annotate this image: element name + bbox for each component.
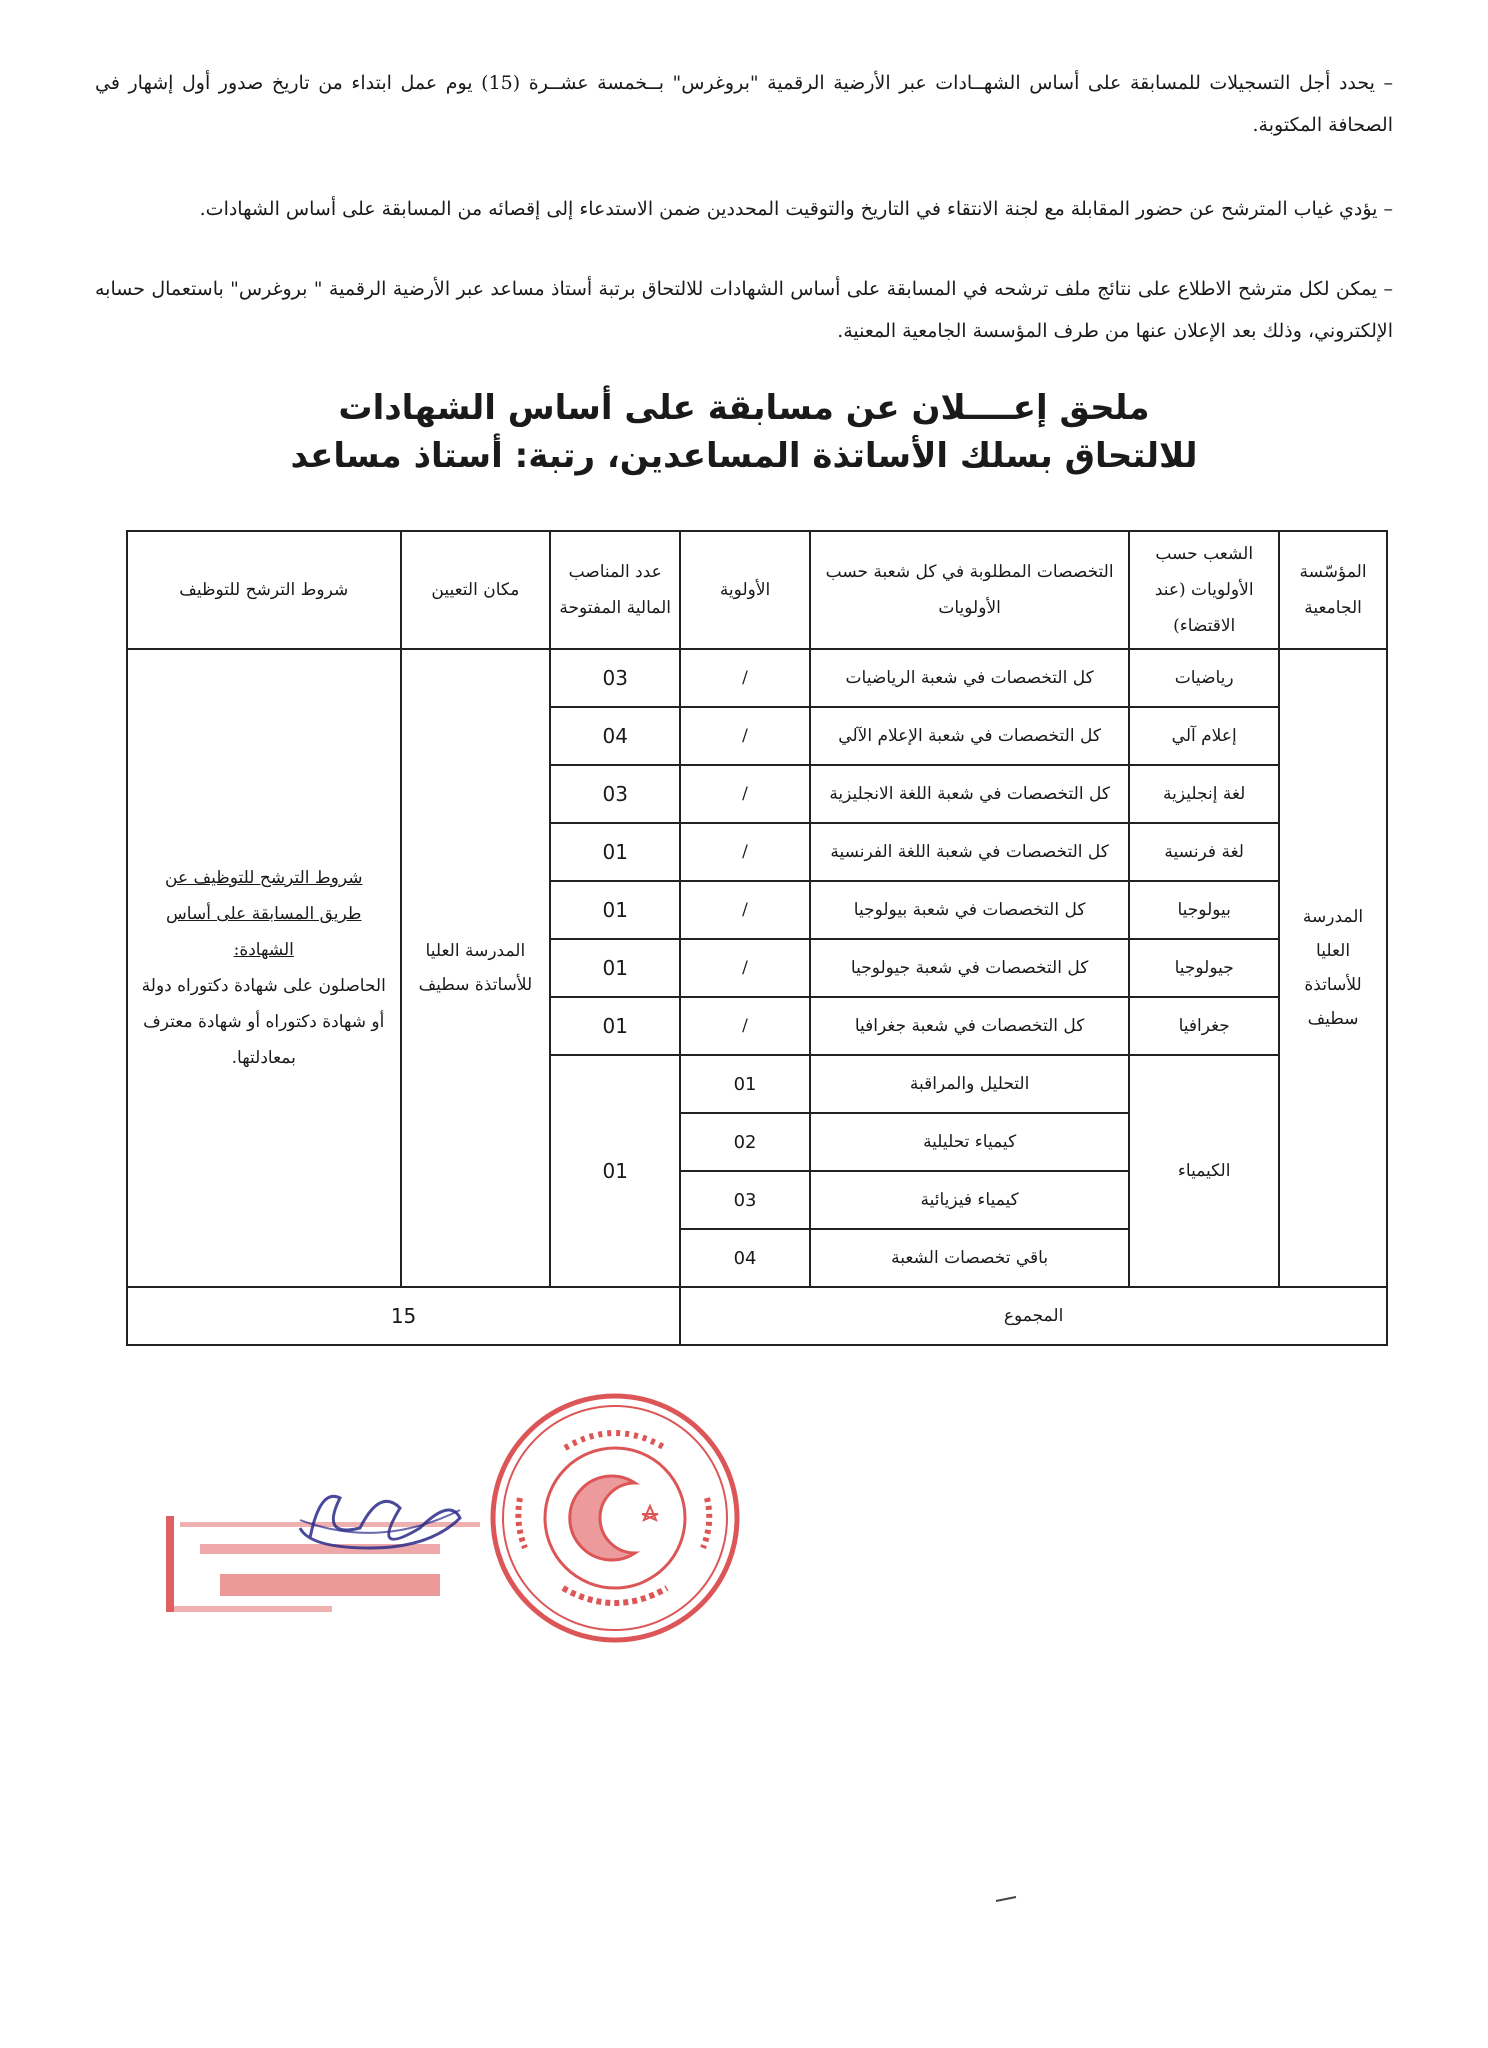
priority-cell: / bbox=[680, 881, 810, 939]
priority-cell: / bbox=[680, 997, 810, 1055]
header-place: مكان التعيين bbox=[401, 531, 551, 649]
branch-cell: جغرافيا bbox=[1129, 997, 1279, 1055]
specialty-cell: كيمياء تحليلية bbox=[810, 1113, 1129, 1171]
place-cell: المدرسة العليا للأساتذة سطيف bbox=[401, 649, 551, 1287]
priority-cell: / bbox=[680, 707, 810, 765]
branch-cell-chemistry: الكيمياء bbox=[1129, 1055, 1279, 1287]
specialty-cell: كل التخصصات في شعبة جيولوجيا bbox=[810, 939, 1129, 997]
conditions-body: الحاصلون على شهادة دكتوراه دولة أو شهادة دكتوراه أو شهادة معترف بمعادلتها. bbox=[141, 976, 386, 1068]
specialty-cell: كيمياء فيزيائية bbox=[810, 1171, 1129, 1229]
posts-cell: 01 bbox=[550, 939, 680, 997]
priority-cell: / bbox=[680, 939, 810, 997]
specialty-cell: كل التخصصات في شعبة جغرافيا bbox=[810, 997, 1129, 1055]
branch-cell: لغة إنجليزية bbox=[1129, 765, 1279, 823]
header-conditions: شروط الترشح للتوظيف bbox=[127, 531, 401, 649]
posts-cell-chemistry: 01 bbox=[550, 1055, 680, 1287]
total-row bbox=[127, 1287, 1387, 1345]
paragraph-absence-exclusion: – يؤدي غياب المترشح عن حضور المقابلة مع لجنة الانتقاء في التاريخ والتوقيت المحددين ضمن الاستدعاء إلى إقصائه من المسابقة على أساس الشهادات. bbox=[199, 198, 1393, 220]
priority-cell: / bbox=[680, 649, 810, 707]
specialty-cell: كل التخصصات في شعبة اللغة الفرنسية bbox=[810, 823, 1129, 881]
specialty-cell: كل التخصصات في شعبة اللغة الانجليزية bbox=[810, 765, 1129, 823]
total-label: المجموع bbox=[680, 1287, 1387, 1345]
specialty-cell: التحليل والمراقبة bbox=[810, 1055, 1129, 1113]
branch-cell: بيولوجيا bbox=[1129, 881, 1279, 939]
priority-cell: 04 bbox=[680, 1229, 810, 1287]
posts-cell: 01 bbox=[550, 881, 680, 939]
branch-cell: لغة فرنسية bbox=[1129, 823, 1279, 881]
priority-cell: / bbox=[680, 823, 810, 881]
table-header-row bbox=[127, 531, 1387, 649]
stray-pen-mark bbox=[995, 1895, 1017, 1903]
posts-cell: 04 bbox=[550, 707, 680, 765]
specialty-cell: باقي تخصصات الشعبة bbox=[810, 1229, 1129, 1287]
priority-cell: 01 bbox=[680, 1055, 810, 1113]
official-seal-stamp bbox=[485, 1388, 745, 1648]
posts-cell: 03 bbox=[550, 765, 680, 823]
header-branch: الشعب حسب الأولويات (عند الاقتضاء) bbox=[1129, 531, 1279, 649]
header-institution: المؤسّسة الجامعية bbox=[1279, 531, 1387, 649]
posts-cell: 01 bbox=[550, 997, 680, 1055]
paragraph-registration-deadline: – يحدد أجل التسجيلات للمسابقة على أساس الشهــادات عبر الأرضية الرقمية "بروغرس" بــخمسة عشــرة (15) يوم عمل ابتداء من تاريخ صدور أول إشهار في الصحافة المكتوبة. bbox=[95, 72, 1393, 136]
annex-title-line-1: ملحق إعــــلان عن مسابقة على أساس الشهادات bbox=[338, 388, 1150, 428]
conditions-heading-b: طريق المسابقة على أساس bbox=[166, 904, 362, 924]
paragraph-results-consultation: – يمكن لكل مترشح الاطلاع على نتائج ملف ترشحه في المسابقة على أساس الشهادات للالتحاق برتبة أستاذ مساعد عبر الأرضية الرقمية " بروغرس" باستعمال حسابه الإلكتروني، وذلك بعد الإعلان عنها من طرف المؤسسة الجامعية المعنية. bbox=[95, 278, 1393, 342]
conditions-cell bbox=[127, 649, 401, 1287]
director-stamp-with-signature bbox=[160, 1478, 500, 1628]
posts-cell: 03 bbox=[550, 649, 680, 707]
specialty-cell: كل التخصصات في شعبة الرياضيات bbox=[810, 649, 1129, 707]
branch-cell: جيولوجيا bbox=[1129, 939, 1279, 997]
total-value: 15 bbox=[127, 1287, 680, 1345]
priority-cell: 02 bbox=[680, 1113, 810, 1171]
posts-cell: 01 bbox=[550, 823, 680, 881]
priority-cell: 03 bbox=[680, 1171, 810, 1229]
conditions-heading-c: الشهادة: bbox=[233, 940, 294, 960]
institution-cell: المدرسة العليا للأساتذة سطيف bbox=[1279, 649, 1387, 1287]
conditions-heading-a: شروط الترشح للتوظيف عن bbox=[165, 868, 363, 888]
posts-table bbox=[126, 530, 1388, 1346]
specialty-cell: كل التخصصات في شعبة بيولوجيا bbox=[810, 881, 1129, 939]
table-row bbox=[127, 649, 1387, 707]
header-priority: الأولوية bbox=[680, 531, 810, 649]
annex-title-line-2: للالتحاق بسلك الأساتذة المساعدين، رتبة: أستاذ مساعد bbox=[290, 436, 1198, 476]
branch-cell: إعلام آلي bbox=[1129, 707, 1279, 765]
header-specialties: التخصصات المطلوبة في كل شعبة حسب الأولويات bbox=[810, 531, 1129, 649]
header-posts: عدد المناصب المالية المفتوحة bbox=[550, 531, 680, 649]
specialty-cell: كل التخصصات في شعبة الإعلام الآلي bbox=[810, 707, 1129, 765]
priority-cell: / bbox=[680, 765, 810, 823]
branch-cell: رياضيات bbox=[1129, 649, 1279, 707]
